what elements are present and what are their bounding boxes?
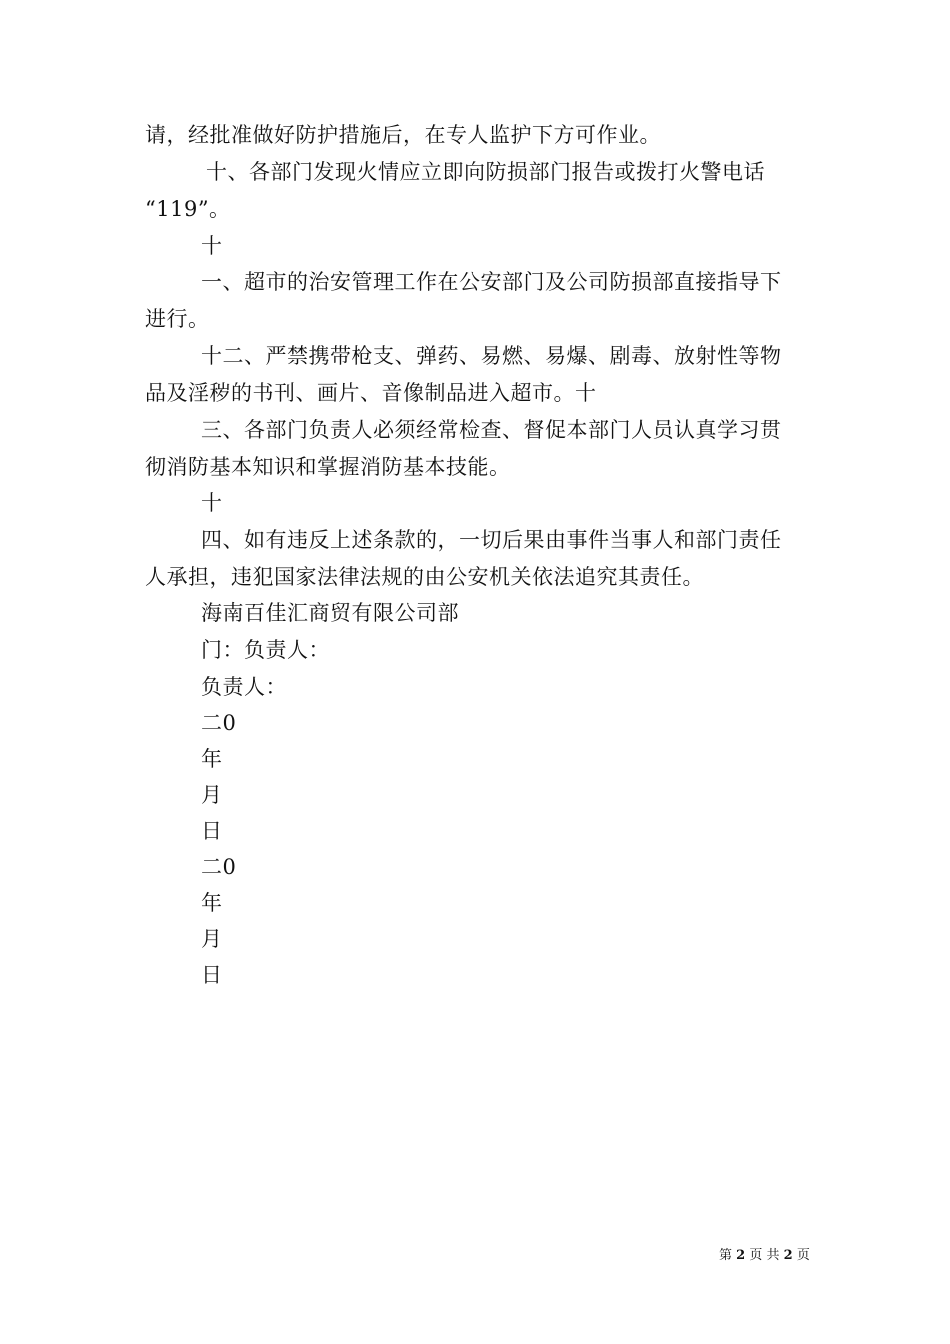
text-line: 请，经批准做好防护措施后，在专人监护下方可作业。 [145, 123, 661, 147]
text-line: 一、超市的治安管理工作在公安部门及公司防损部直接指导下 [201, 270, 782, 294]
text-line: 进行。 [145, 307, 210, 331]
page-number-footer [719, 1248, 810, 1264]
text-line: 三、各部门负责人必须经常检查、督促本部门人员认真学习贯 [201, 418, 782, 442]
text-line: 十 [201, 491, 223, 515]
text-line: 负责人： [201, 675, 287, 699]
text-line: 四、如有违反上述条款的，一切后果由事件当事人和部门责任 [201, 528, 782, 552]
footer-suffix: 页 [796, 1248, 810, 1263]
text-line: 十二、严禁携带枪支、弹药、易燃、易爆、剧毒、放射性等物 [201, 344, 782, 368]
text-line: 月 [201, 927, 223, 951]
footer-prefix: 第 [719, 1248, 733, 1263]
text-line: 人承担，违犯国家法律法规的由公安机关依法追究其责任。 [145, 565, 704, 589]
text-line: 门：负责人： [201, 638, 330, 662]
footer-middle: 页 共 [749, 1248, 780, 1263]
footer-current-page: 2 [736, 1248, 746, 1263]
text-line: 二0 [201, 855, 237, 879]
text-line: 年 [201, 747, 223, 771]
footer-total-pages: 2 [783, 1248, 793, 1263]
text-line: 十 [201, 234, 223, 258]
text-line: 日 [201, 963, 223, 987]
text-line: 十、各部门发现火情应立即向防损部门报告或拨打火警电话 [206, 160, 765, 184]
text-line: 彻消防基本知识和掌握消防基本技能。 [145, 455, 511, 479]
company-name: 海南百佳汇商贸有限公司部 [201, 601, 459, 625]
text-line: 品及淫秽的书刊、画片、音像制品进入超市。十 [145, 381, 597, 405]
text-line: 年 [201, 891, 223, 915]
text-line: 月 [201, 783, 223, 807]
text-line: “119”。 [145, 197, 231, 221]
text-line: 日 [201, 819, 223, 843]
text-line: 二0 [201, 711, 237, 735]
